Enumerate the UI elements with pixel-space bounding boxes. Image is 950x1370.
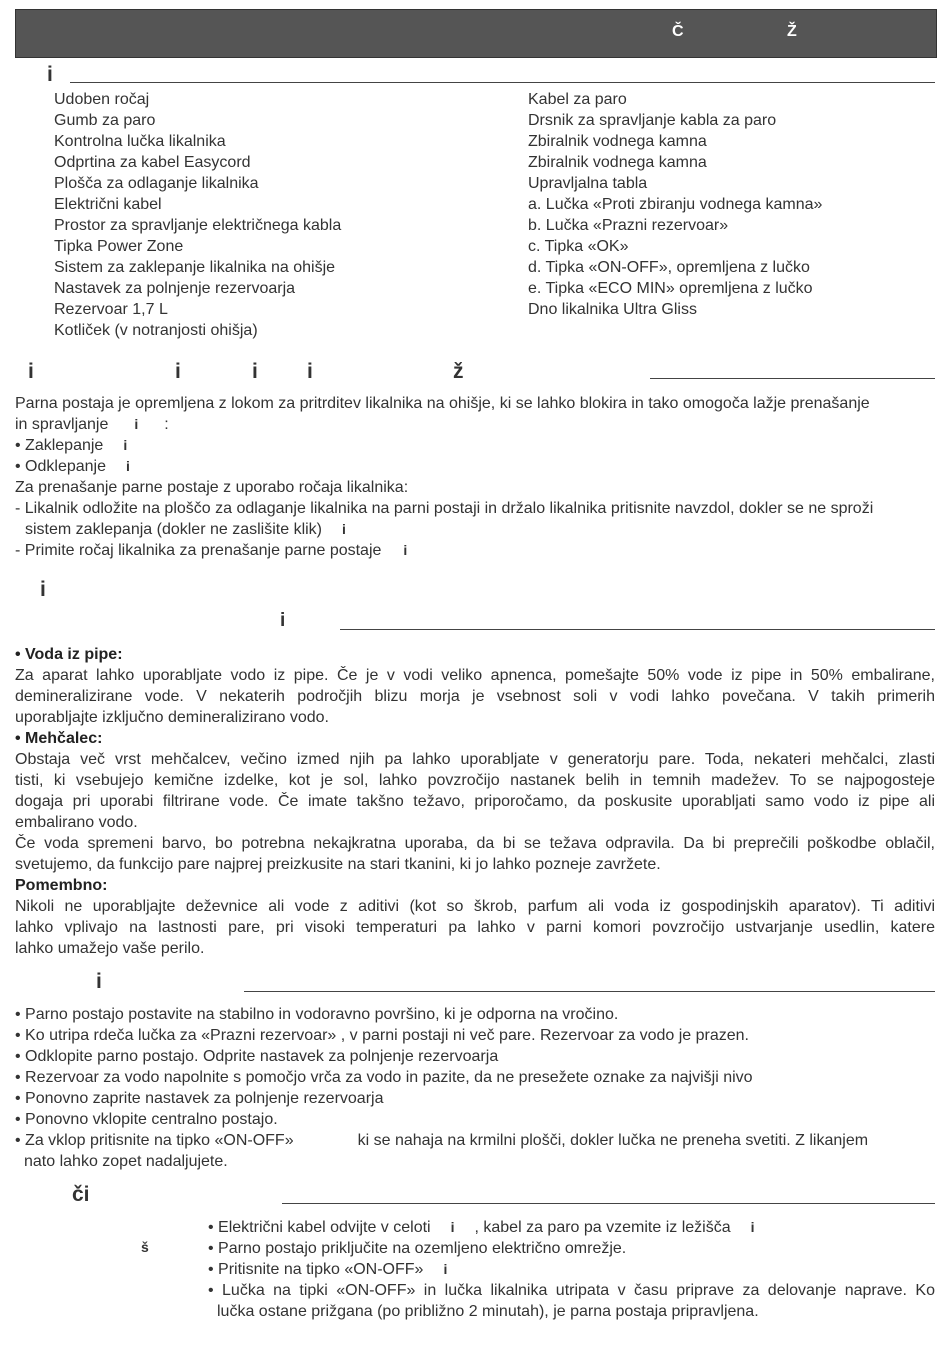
lock-heading: i bbox=[252, 360, 258, 383]
figure-ref: i bbox=[123, 437, 128, 453]
section-rule bbox=[70, 82, 935, 83]
text-line: Kabel za paro bbox=[528, 91, 627, 108]
lock-heading: ž bbox=[453, 360, 464, 383]
text-line: • Električni kabel odvijte v celoti i , kabel za paro pa vzemite iz ležišča i bbox=[208, 1219, 755, 1236]
header-char: Č bbox=[672, 23, 684, 40]
text-line: Odprtina za kabel Easycord bbox=[54, 154, 251, 171]
header-bar bbox=[15, 9, 937, 58]
water-body bbox=[15, 644, 935, 959]
text-line: dogaja pri uporabi filtrirane vode. Če imate takšno težavo, priporočamo, da poskusite uporabljati samo vodo iz pipe ali bbox=[15, 793, 935, 810]
text-line: • Ponovno vklopite centralno postajo. bbox=[15, 1111, 278, 1128]
text-line: - Likalnik odložite na ploščo za odlaganje likalnika na parni postaji in držalo likalnika pritisnite navzdol, dokler se ne sproži bbox=[15, 500, 874, 517]
section-rule bbox=[340, 629, 935, 630]
text-line: • Zaklepanje i bbox=[15, 437, 128, 454]
text-line: in spravljanje i : bbox=[15, 416, 169, 433]
text-line: Tipka Power Zone bbox=[54, 238, 184, 255]
text-line: demineralizirane vode. V nekaterih področjih blizu morja je vsebnost soli v vodi lahko povečana. V takih primerih bbox=[15, 688, 935, 705]
figure-ref: i bbox=[450, 1219, 455, 1235]
text-line: tisti, ki vsebujejo kemične izdelke, kot je sol, lahko povzročijo nastanek belih in temnih madežev. To se najpogosteje bbox=[15, 772, 935, 789]
lock-heading: i bbox=[307, 360, 313, 383]
text-line: • Ko utripa rdeča lučka za «Prazni rezervoar» , v parni postaji ni več pare. Rezervoar za vodo je prazen. bbox=[15, 1027, 749, 1044]
text-line: Za aparat lahko uporabljate vodo iz pipe. Če je v vodi veliko apnenca, pomešajte 50% vode iz pipe in 50% embalirane, bbox=[15, 667, 935, 684]
water-tap-title: • Voda iz pipe: bbox=[15, 646, 123, 663]
lock-heading: i bbox=[28, 360, 34, 383]
text-line: • Ponovno zaprite nastavek za polnjenje rezervoarja bbox=[15, 1090, 384, 1107]
text-line: b. Lučka «Prazni rezervoar» bbox=[528, 217, 729, 234]
text-line: sistem zaklepanja (dokler ne zaslišite klik) i bbox=[25, 521, 346, 538]
start-body bbox=[208, 1217, 935, 1322]
text-line: Rezervoar 1,7 L bbox=[54, 301, 168, 318]
text-line: Prostor za spravljanje električnega kabla bbox=[54, 217, 342, 234]
text-line: Udoben ročaj bbox=[54, 91, 150, 108]
text-line: Kotliček (v notranjosti ohišja) bbox=[54, 322, 258, 339]
text-line: • Pritisnite na tipko «ON-OFF» i bbox=[208, 1261, 448, 1278]
fill-body bbox=[15, 1004, 935, 1172]
text-line: • Odklepanje i bbox=[15, 458, 130, 475]
text-line: Sistem za zaklepanje likalnika na ohišje bbox=[54, 259, 336, 276]
text-line: Dno likalnika Ultra Gliss bbox=[528, 301, 697, 318]
text-line: Parna postaja je opremljena z lokom za pritrditev likalnika na ohišje, ki se lahko blokira in tako omogoča lažje prenašanje bbox=[15, 395, 870, 412]
water-heading: i bbox=[40, 578, 46, 601]
text-line: lahko umažejo vaše perilo. bbox=[15, 940, 205, 957]
text-line: c. Tipka «OK» bbox=[528, 238, 629, 255]
text-line: d. Tipka «ON-OFF», opremljena z lučko bbox=[528, 259, 810, 276]
lock-body bbox=[15, 393, 935, 561]
text-line: nato lahko zopet nadaljujete. bbox=[24, 1153, 228, 1170]
text-line: lahko vplivajo na lastnosti pare, pri visoki temperaturi pa lahko v parni komori povzročijo ustvarjanje usedlin, katere bbox=[15, 919, 935, 936]
text-line: Nikoli ne uporabljajte deževnice ali vode z aditivi (kot so škrob, parfum ali voda iz gospodinjskih aparatov). Ti aditivi bbox=[15, 898, 935, 915]
water-important-title: Pomembno: bbox=[15, 877, 108, 894]
figure-ref: i bbox=[403, 542, 408, 558]
start-side-fragment: š bbox=[141, 1239, 149, 1255]
text-line: Plošča za odlaganje likalnika bbox=[54, 175, 259, 192]
parts-heading: i bbox=[47, 63, 53, 86]
text-line: • Parno postajo priključite na ozemljeno električno omrežje. bbox=[208, 1240, 627, 1257]
text-line: uporabljajte izključno demineralizirano vodo. bbox=[15, 709, 329, 726]
figure-ref: i bbox=[342, 521, 346, 537]
text-line: Zbiralnik vodnega kamna bbox=[528, 154, 707, 171]
text-line: Za prenašanje parne postaje z uporabo ročaja likalnika: bbox=[15, 479, 409, 496]
text-line: lučka ostane prižgana (po približno 2 minutah), je parna postaja pripravljena. bbox=[217, 1303, 759, 1320]
section-rule bbox=[244, 991, 935, 992]
text-line: • Parno postajo postavite na stabilno in vodoravno površino, ki je odporna na vročino. bbox=[15, 1006, 619, 1023]
text-line: • Lučka na tipki «ON-OFF» in lučka likalnika utripata v času priprave za delovanje naprave. Ko bbox=[208, 1282, 935, 1299]
text-line: Če voda spremeni barvo, bo potrebna nekajkratna uporaba, da bi se težava odpravila. Da bi preprečili poškodbe oblačil, bbox=[15, 835, 935, 852]
header-char: Ž bbox=[787, 23, 797, 40]
fill-heading: i bbox=[96, 970, 102, 993]
text-line: Zbiralnik vodnega kamna bbox=[528, 133, 707, 150]
text-line: Upravljalna tabla bbox=[528, 175, 648, 192]
text-line: Nastavek za polnjenje rezervoarja bbox=[54, 280, 296, 297]
lock-heading: i bbox=[175, 360, 181, 383]
text-line: • Za vklop pritisnite na tipko «ON-OFF» ki se nahaja na krmilni plošči, dokler lučka ne preneha svetiti. Z likanjem bbox=[15, 1132, 869, 1149]
text-line: • Rezervoar za vodo napolnite s pomočjo vrča za vodo in pazite, da ne presežete oznake za najvišji nivo bbox=[15, 1069, 753, 1086]
text-line: • Odklopite parno postajo. Odprite nastavek za polnjenje rezervoarja bbox=[15, 1048, 499, 1065]
text-line: Obstaja več vrst mehčalcev, večino izmed njih pa lahko uporabljate v generatorju pare. Toda, nekateri mehčalci, zlasti bbox=[15, 751, 935, 768]
text-line: - Primite ročaj likalnika za prenašanje parne postaje i bbox=[15, 542, 408, 559]
figure-ref: i bbox=[126, 458, 130, 474]
parts-list-left bbox=[54, 89, 341, 341]
figure-ref: i bbox=[134, 416, 139, 432]
figure-ref: i bbox=[443, 1261, 448, 1277]
text-line: svetujemo, da funkcijo pare najprej preizkusite na stari tkanini, ki jo lahko pozneje zavržete. bbox=[15, 856, 661, 873]
text-line: Električni kabel bbox=[54, 196, 162, 213]
water-softener-title: • Mehčalec: bbox=[15, 730, 103, 747]
section-rule bbox=[650, 378, 935, 379]
text-line: e. Tipka «ECO MIN» opremljena z lučko bbox=[528, 280, 813, 297]
water-subheading: i bbox=[280, 610, 286, 631]
text-line: a. Lučka «Proti zbiranju vodnega kamna» bbox=[528, 196, 823, 213]
figure-ref: i bbox=[750, 1219, 755, 1235]
text-line: Drsnik za spravljanje kabla za paro bbox=[528, 112, 777, 129]
start-heading: či bbox=[72, 1183, 90, 1206]
parts-list-right bbox=[528, 89, 822, 320]
text-line: Gumb za paro bbox=[54, 112, 156, 129]
text-line: Kontrolna lučka likalnika bbox=[54, 133, 226, 150]
text-line: embalirano vodo. bbox=[15, 814, 138, 831]
section-rule bbox=[282, 1203, 935, 1204]
